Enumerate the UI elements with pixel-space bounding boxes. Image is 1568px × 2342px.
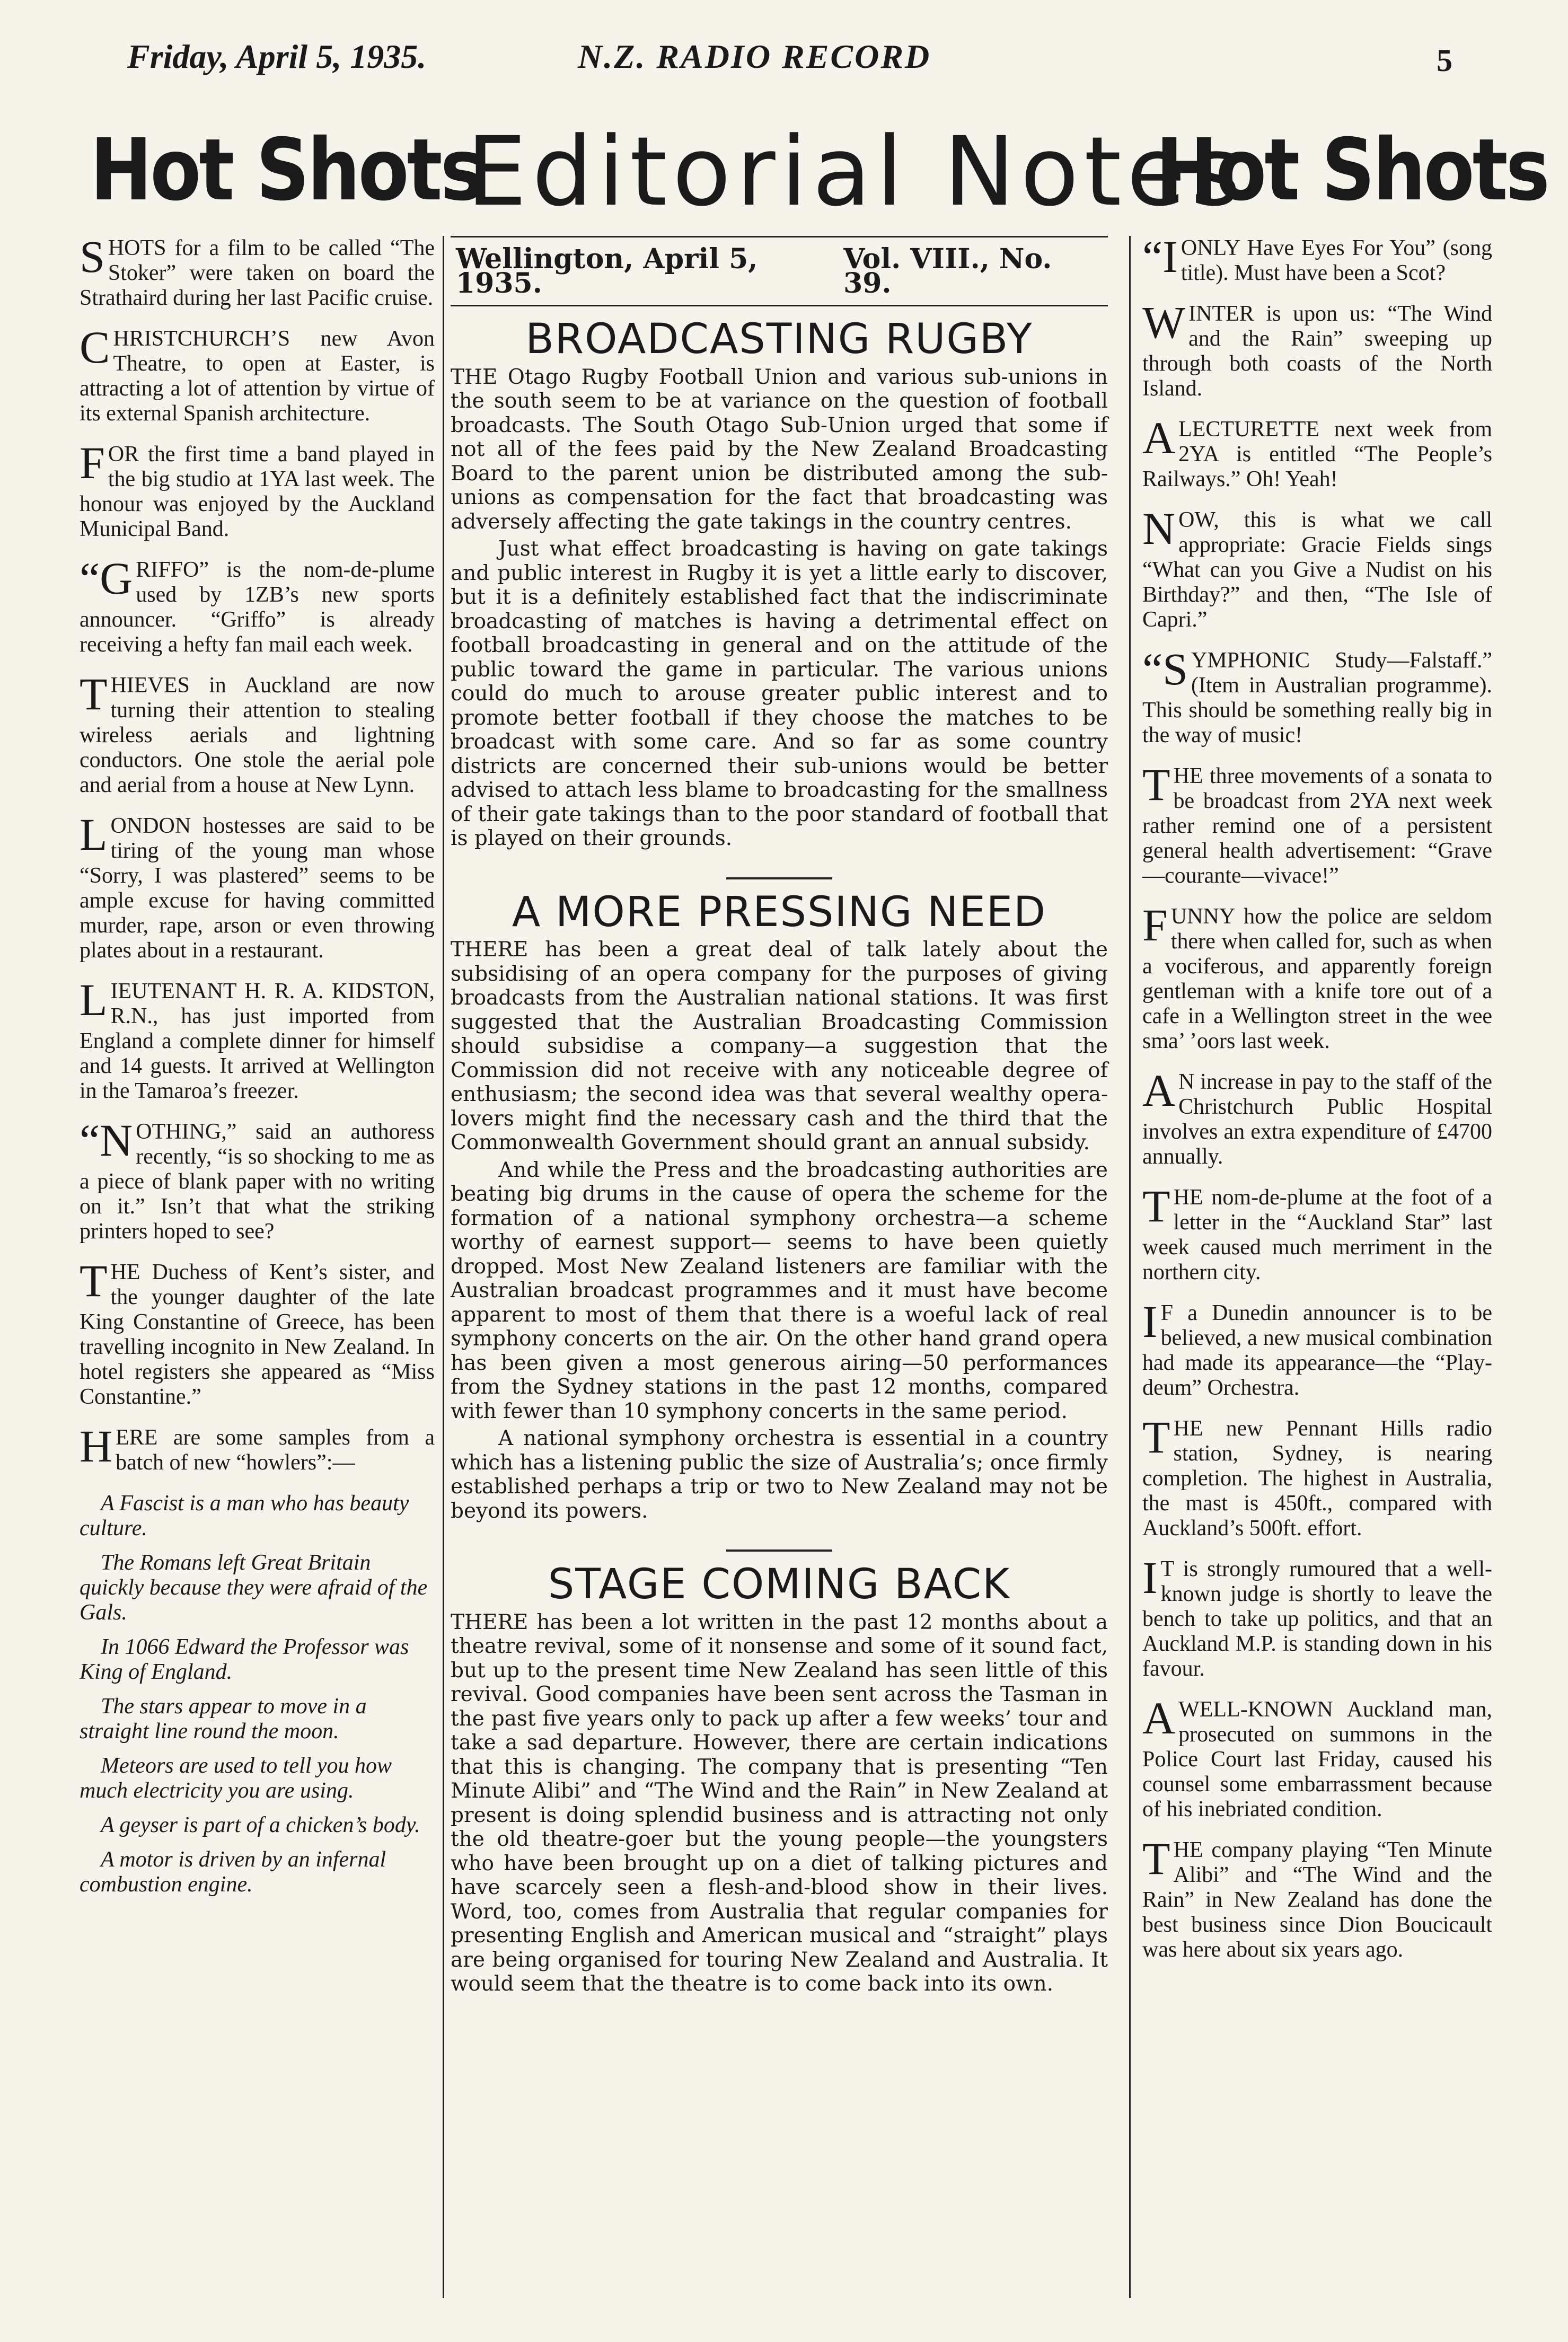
left-column-paragraph-text: HIEVES in Auckland are now turning their attention to stealing wireless aerials and lightning conductors. One stole the aerial pole and aerial from a house at New Lynn.: [80, 673, 435, 797]
right-column-paragraph: [1142, 231, 1492, 286]
article-paragraph: And while the Press and the broadcasting authorities are beating big drums in the cause of opera the scheme for the formation of a national symphony orchestra—a scheme worthy of earnest support— seems to have been quietly dropped. Most New Zealand listeners are familiar with the Australian broadcast programmes and it must have become apparent to most of them that there is a woeful lack of real symphony concerts on the air. On the other hand grand opera has been given a most generous airing—50 performances from the Sydney stations in the past 12 months, compared with fewer than 10 symphony concerts in the same period.: [451, 1158, 1108, 1423]
article-paragraph: A national symphony orchestra is essential in a country which has a listening public the size of Australia’s; once firmly established perhaps a trip or two to New Zealand may not be beyond its powers.: [451, 1427, 1108, 1523]
masthead: [0, 106, 1568, 233]
right-column-paragraph: [1142, 1833, 1492, 1962]
howler-item: A geyser is part of a chicken’s body.: [101, 1813, 420, 1837]
left-column-paragraph: [80, 809, 435, 963]
right-column-paragraph-text: HE company playing “Ten Minute Alibi” and “The Wind and the Rain” in New Zealand has done the best business since Dion Boucicault was here about six years ago.: [1142, 1838, 1492, 1962]
right-column-paragraph: [1142, 1693, 1492, 1822]
right-column-paragraph-text: YMPHONIC Study—Falstaff.” (Item in Australian programme). This should be something really big in the way of music!: [1142, 648, 1492, 747]
left-column-paragraph: [80, 322, 435, 426]
drop-cap: I: [1142, 1296, 1158, 1347]
left-column-paragraph: [80, 553, 435, 657]
left-column-paragraph-text: IEUTENANT H. R. A. KIDSTON, R.N., has just imported from England a complete dinner for himself and 14 guests. It arrived at Wellington in the Tamaroa’s freezer.: [80, 979, 435, 1103]
howler-item: The Romans left Great Britain quickly because they were afraid of the Gals.: [80, 1551, 428, 1625]
article-body: [451, 938, 1108, 1523]
right-column-paragraph: [1142, 412, 1492, 492]
right-column-paragraph-text: INTER is upon us: “The Wind and the Rain” sweeping up through both coasts of the North Island.: [1142, 302, 1492, 401]
drop-cap: T: [1142, 1412, 1170, 1463]
editorial-column: [451, 236, 1108, 2000]
left-column-paragraph-text: ONDON hostesses are said to be tiring of the young man whose “Sorry, I was plastered” seems to be ample excuse for having committed murder, rape, arson or even throwing plates about in a restaurant.: [80, 814, 435, 963]
right-column-paragraph-text: LECTURETTE next week from 2YA is entitled “The People’s Railways.” Oh! Yeah!: [1142, 417, 1492, 491]
editorial-notes-title: Editorial Notes: [466, 117, 1246, 227]
column-rule-right: [1129, 236, 1131, 2298]
left-column-paragraph: [80, 1115, 435, 1244]
article-paragraph: THERE has been a great deal of talk lately about the subsidising of an opera company for the purposes of giving broadcasts from the Australian national stations. It was first suggested that the Australian Broadcasting Commission should subsidise a company—a suggestion that the Commission did not receive with any noticeable degree of enthusiasm; the second idea was that several wealthy opera-lovers might find the necessary cash and the third that the Commonwealth Government should grant an annual subsidy.: [451, 938, 1108, 1155]
left-column-paragraph-text: ERE are some samples from a batch of new “howlers”:—: [116, 1425, 435, 1475]
right-column: [1142, 231, 1492, 1978]
right-column-paragraph-text: F a Dunedin announcer is to be believed, a new musical combination had made its appearance—the “Play-deum” Orchestra.: [1142, 1301, 1492, 1400]
running-head: [0, 32, 1568, 90]
article-body: [451, 1610, 1108, 1996]
right-column-paragraph: [1142, 1296, 1492, 1401]
article-paragraph: THERE has been a lot written in the past 12 months about a theatre revival, some of it nonsense and some of it sound fact, but up to the present time New Zealand has seen little of this revival. Good companies have been sent across the Tasman in the past five years only to pack up after a few weeks’ tour and take a sad departure. However, there are certain indications that this is changing. The company that is presenting “Ten Minute Alibi” and “The Wind and the Rain” in New Zealand at present is doing splendid business and is attracting not only the old theatre-goer but the young people—the youngsters who have been brought up on a diet of talking pictures and have scarcely seen a flesh-and-blood show in their lives. Word, too, comes from Australia that regular companies for presenting English and American musical and “straight” plays are being organised for touring New Zealand and Australia. It would seem that the theatre is to come back into its own.: [451, 1610, 1108, 1996]
left-column-paragraph-text: RIFFO” is the nom-de-plume used by 1ZB’s new sports announcer. “Griffo” is already receiving a hefty fan mail each week.: [80, 558, 435, 657]
howler-item: A Fascist is a man who has beauty culture.: [80, 1491, 409, 1540]
drop-cap: “I: [1142, 231, 1178, 282]
article-paragraph: THE Otago Rugby Football Union and various sub-unions in the south seem to be at variance on the question of football broadcasts. The South Otago Sub-Union urged that some if not all of the fees paid by the New Zealand Broadcasting Board to the parent union be distributed among the sub-unions as compensation for the fact that broadcasting was adversely affecting the gate takings in the country centres.: [451, 365, 1108, 534]
right-column-paragraph-text: N increase in pay to the staff of the Christchurch Public Hospital involves an extra expenditure of £4700 annually.: [1142, 1070, 1492, 1169]
drop-cap: “G: [80, 553, 133, 604]
right-column-paragraph: [1142, 1412, 1492, 1541]
drop-cap: T: [1142, 1833, 1170, 1884]
drop-cap: H: [80, 1421, 113, 1472]
issue-date: Friday, April 5, 1935.: [127, 38, 427, 75]
drop-cap: T: [1142, 759, 1170, 810]
left-column-paragraph-text: OR the first time a band played in the big studio at 1YA last week. The honour was enjoyed by the Auckland Municipal Band.: [80, 442, 435, 541]
drop-cap: L: [80, 809, 108, 860]
right-column-paragraph: [1142, 297, 1492, 401]
left-column: [80, 231, 435, 1907]
right-column-paragraph: [1142, 1552, 1492, 1681]
howler-item: A motor is driven by an infernal combustion engine.: [80, 1847, 386, 1897]
right-column-paragraph-text: HE nom-de-plume at the foot of a letter in the “Auckland Star” last week caused much merriment in the northern city.: [1142, 1185, 1492, 1284]
left-column-paragraph: [80, 974, 435, 1104]
right-column-paragraph-text: OW, this is what we call appropriate: Gracie Fields sings “What can you Give a Nudist on his Birthday?” and then, “The Isle of Capri.”: [1142, 508, 1492, 632]
magazine-name: N.Z. RADIO RECORD: [578, 38, 931, 75]
drop-cap: A: [1142, 1693, 1176, 1744]
drop-cap: I: [1142, 1552, 1158, 1603]
drop-cap: “S: [1142, 644, 1188, 694]
right-column-paragraph: [1142, 1181, 1492, 1285]
dateline-place-date: Wellington, April 5, 1935.: [456, 243, 758, 300]
drop-cap: F: [80, 437, 105, 488]
article-body: [451, 365, 1108, 851]
right-column-paragraph-text: WELL-KNOWN Auckland man, prosecuted on summons in the Police Court last Friday, caused his counsel some embarrassment because of his inebriated condition.: [1142, 1697, 1492, 1821]
editorial-dateline: [451, 236, 1108, 306]
hot-shots-left-title: Hot Shots: [90, 120, 482, 221]
left-column-paragraph: [80, 1255, 435, 1410]
page-number: 5: [1437, 43, 1452, 78]
left-column-paragraph-text: HRISTCHURCH’S new Avon Theatre, to open at Easter, is attracting a lot of attention by virtue of its external Spanish architecture.: [80, 327, 435, 426]
article-divider: [726, 1549, 832, 1552]
article-heading: STAGE COMING BACK: [548, 1561, 1011, 1608]
column-rule-left: [443, 236, 444, 2298]
dateline-volume: Vol. VIII., No. 39.: [843, 243, 1052, 300]
right-column-paragraph-text: UNNY how the police are seldom there when called for, such as when a vociferous, and apparently foreign gentleman with a knife tore out of a cafe in a Wellington street in the wee sma’ ’oors last week.: [1142, 904, 1492, 1053]
drop-cap: T: [80, 1255, 108, 1306]
left-column-paragraph: [80, 231, 435, 311]
drop-cap: S: [80, 231, 105, 282]
drop-cap: L: [80, 974, 108, 1025]
right-column-paragraph-text: HE new Pennant Hills radio station, Sydney, is nearing completion. The highest in Australia, the mast is 450ft., compared with Auckland’s 500ft. effort.: [1142, 1416, 1492, 1540]
howler-item: The stars appear to move in a straight line round the moon.: [80, 1694, 367, 1744]
howler-item: In 1066 Edward the Professor was King of England.: [80, 1635, 409, 1684]
right-column-paragraph: [1142, 900, 1492, 1054]
left-column-paragraph: [80, 437, 435, 542]
article-heading: A MORE PRESSING NEED: [512, 888, 1047, 936]
right-column-paragraph-text: HE three movements of a sonata to be broadcast from 2YA next week rather remind one of a persistent general health advertisement: “Grave—courante—vivace!”: [1142, 764, 1492, 888]
article-divider: [726, 877, 832, 879]
article-heading: BROADCASTING RUGBY: [525, 315, 1033, 363]
drop-cap: “N: [80, 1115, 133, 1166]
right-column-paragraph-text: ONLY Have Eyes For You” (song title). Must have been a Scot?: [1181, 236, 1492, 285]
drop-cap: C: [80, 322, 110, 373]
right-column-paragraph: [1142, 503, 1492, 632]
drop-cap: T: [80, 668, 108, 719]
drop-cap: A: [1142, 412, 1176, 463]
left-column-paragraph-text: OTHING,” said an authoress recently, “is so shocking to me as a piece of blank paper with no writing on it.” Isn’t that what the striking printers hoped to see?: [80, 1120, 435, 1244]
right-column-paragraph-text: T is strongly rumoured that a well-known judge is shortly to leave the bench to take up politics, and that an Auckland M.P. is standing down in his favour.: [1142, 1557, 1492, 1681]
left-column-paragraph-text: HE Duchess of Kent’s sister, and the younger daughter of the late King Constantine of Greece, has been travelling incognito in New Zealand. In hotel registers she appeared as “Miss Constantine.”: [80, 1260, 435, 1409]
drop-cap: A: [1142, 1065, 1176, 1116]
left-column-paragraph: [80, 668, 435, 798]
howler-item: Meteors are used to tell you how much electricity you are using.: [80, 1754, 392, 1803]
drop-cap: N: [1142, 503, 1176, 554]
drop-cap: W: [1142, 297, 1186, 348]
right-column-paragraph: [1142, 644, 1492, 748]
right-column-paragraph: [1142, 759, 1492, 888]
article-paragraph: Just what effect broadcasting is having on gate takings and public interest in Rugby it is yet a little early to discover, but it is a definitely established fact that the indiscriminate broadcasting of matches is having a detrimental effect on football broadcasting in general and on the attitude of the public toward the game in particular. The various unions could do much to arouse greater public interest and to promote better football if they choose the matches to be broadcast with some care. And so far as some country districts are concerned their sub-unions would be better advised to attach less blame to broadcasting for the smallness of their gate takings than to the poor standard of football that is played on their grounds.: [451, 537, 1108, 850]
right-column-paragraph: [1142, 1065, 1492, 1169]
drop-cap: F: [1142, 900, 1168, 950]
left-column-paragraph-text: HOTS for a film to be called “The Stoker” were taken on board the Strathaird during her last Pacific cruise.: [80, 236, 435, 310]
drop-cap: T: [1142, 1181, 1170, 1231]
hot-shots-right-title: Hot Shots: [1156, 120, 1548, 221]
left-column-paragraph: [80, 1421, 435, 1475]
